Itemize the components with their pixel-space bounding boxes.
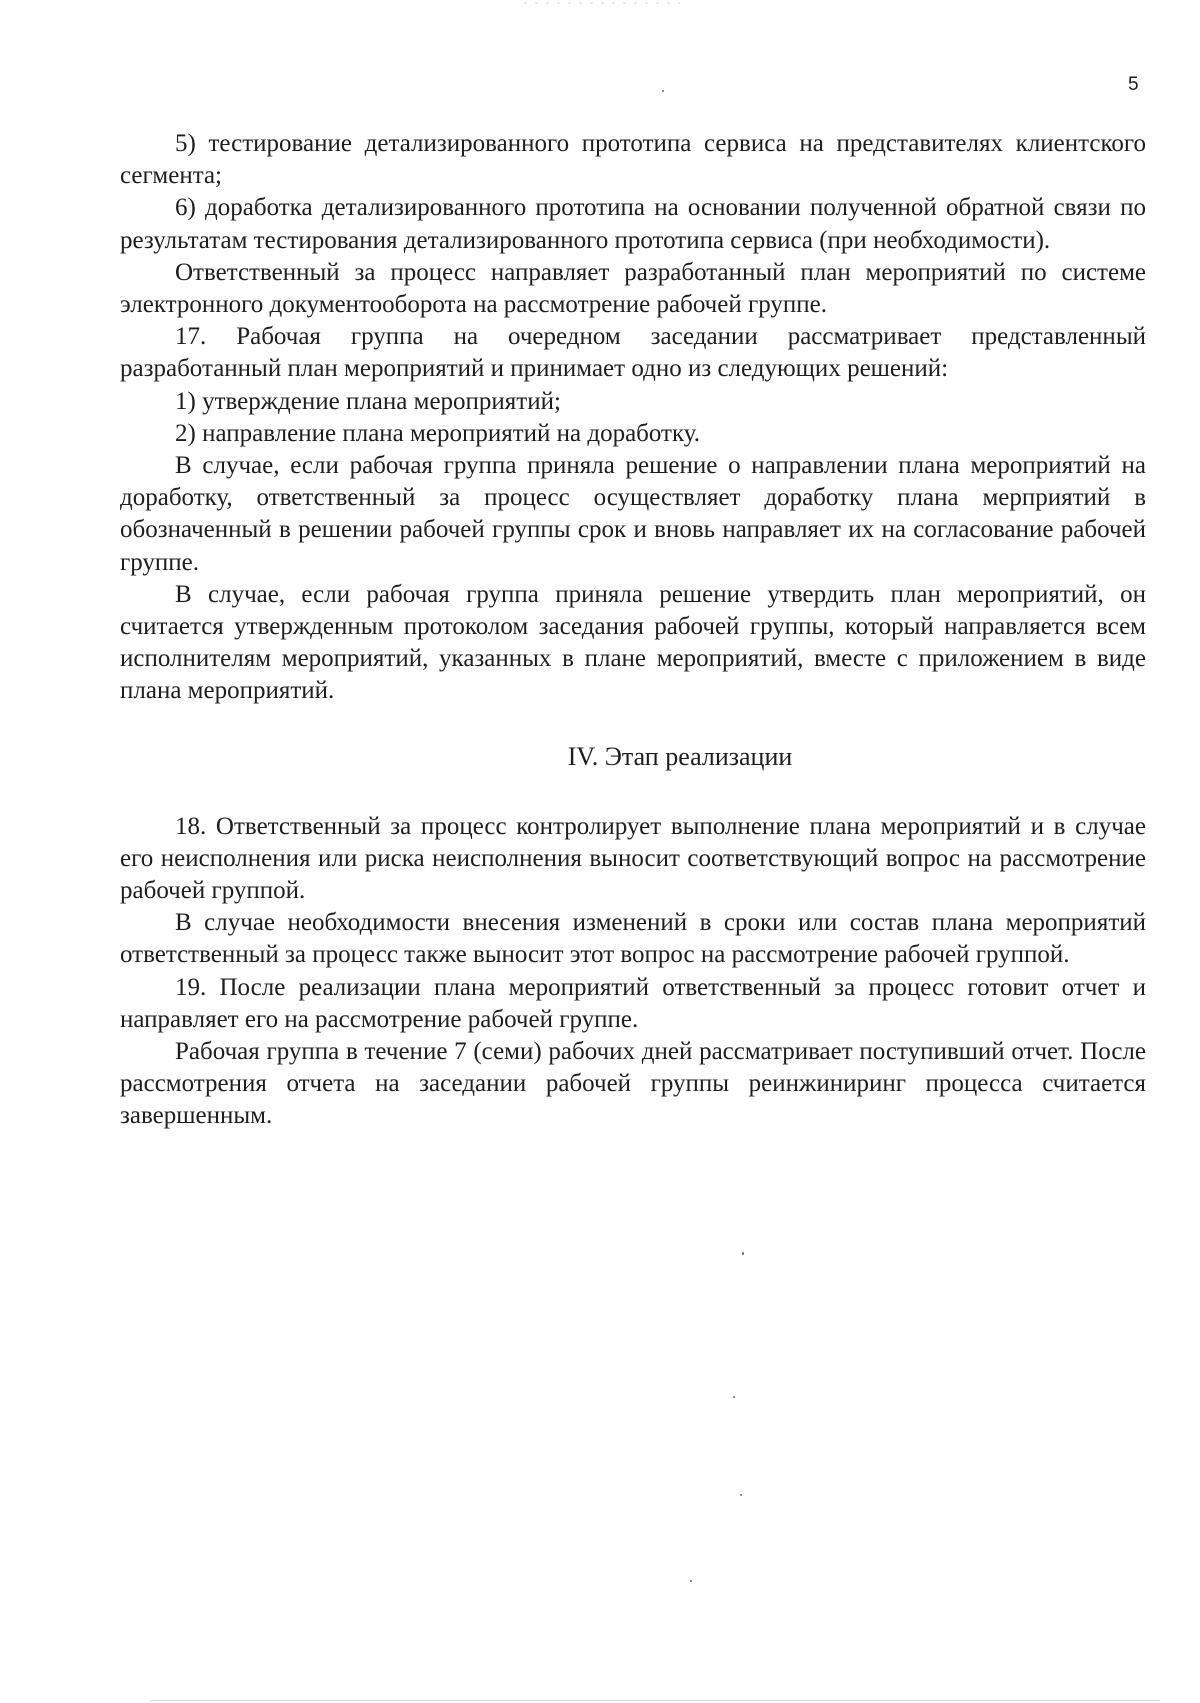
paragraph-clause-18: 18. Ответственный за процесс контролирует выполнение плана мероприятий и в случае его неисполнения или риска неисполнения выносит соответствующий вопрос на рассмотрение рабочей группой. xyxy=(120,812,1146,905)
paragraph-item-6: 6) доработка детализированного прототипа на основании полученной обратной связи по результатам тестирования детализированного прототипа сервиса (при необходимости). xyxy=(120,194,1146,254)
scan-speck xyxy=(690,1580,692,1582)
scan-noise xyxy=(520,0,680,6)
paragraph-decision-2: 2) направление плана мероприятий на доработку. xyxy=(175,419,701,447)
paragraph-decision-1: 1) утверждение плана мероприятий; xyxy=(175,387,561,415)
section-heading: IV. Этап реализации xyxy=(567,741,793,771)
paragraph-report-review: Рабочая группа в течение 7 (семи) рабочих дней рассматривает поступивший отчет. После рассмотрения отчета на заседании рабочей группы реинжиниринг процесса считается завершенным. xyxy=(120,1038,1146,1130)
paragraph-changes-case: В случае необходимости внесения изменений в сроки или состав плана мероприятий ответственный за процесс также выносит этот вопрос на рассмотрение рабочей группой. xyxy=(120,909,1146,969)
document-body xyxy=(120,128,1146,1133)
paragraph-approval-case: В случае, если рабочая группа приняла решение утвердить план мероприятий, он считается утвержденным протоколом заседания рабочей группы, который направляется всем исполнителям мероприятий, указанных в плане мероприятий, вместе с приложением в виде плана мероприятий. xyxy=(120,580,1146,705)
paragraph-revision-case: В случае, если рабочая группа приняла решение о направлении плана мероприятий на доработку, ответственный за процесс осуществляет доработку плана мерприятий в обозначенный в решении рабочей группы срок и вновь направляет их на согласование рабочей группе. xyxy=(120,452,1146,576)
page-number: 5 xyxy=(1128,74,1139,95)
scan-speck xyxy=(662,90,664,92)
paragraph-clause-17: 17. Рабочая группа на очередном заседании рассматривает представленный разработанный план мероприятий и принимает одно из следующих решений: xyxy=(120,323,1146,383)
scan-speck xyxy=(733,1396,735,1398)
scan-speck xyxy=(742,1252,744,1255)
scan-edge xyxy=(150,1700,1160,1701)
scan-speck xyxy=(740,1494,742,1496)
paragraph-clause-19: 19. После реализации плана мероприятий ответственный за процесс готовит отчет и направляет его на рассмотрение рабочей группе. xyxy=(120,973,1146,1033)
paragraph-responsible-sends-plan: Ответственный за процесс направляет разработанный план мероприятий по системе электронного документооборота на рассмотрение рабочей группе. xyxy=(120,258,1146,319)
paragraph-item-5: 5) тестирование детализированного прототипа сервиса на представителях клиентского сегмента; xyxy=(120,130,1146,190)
